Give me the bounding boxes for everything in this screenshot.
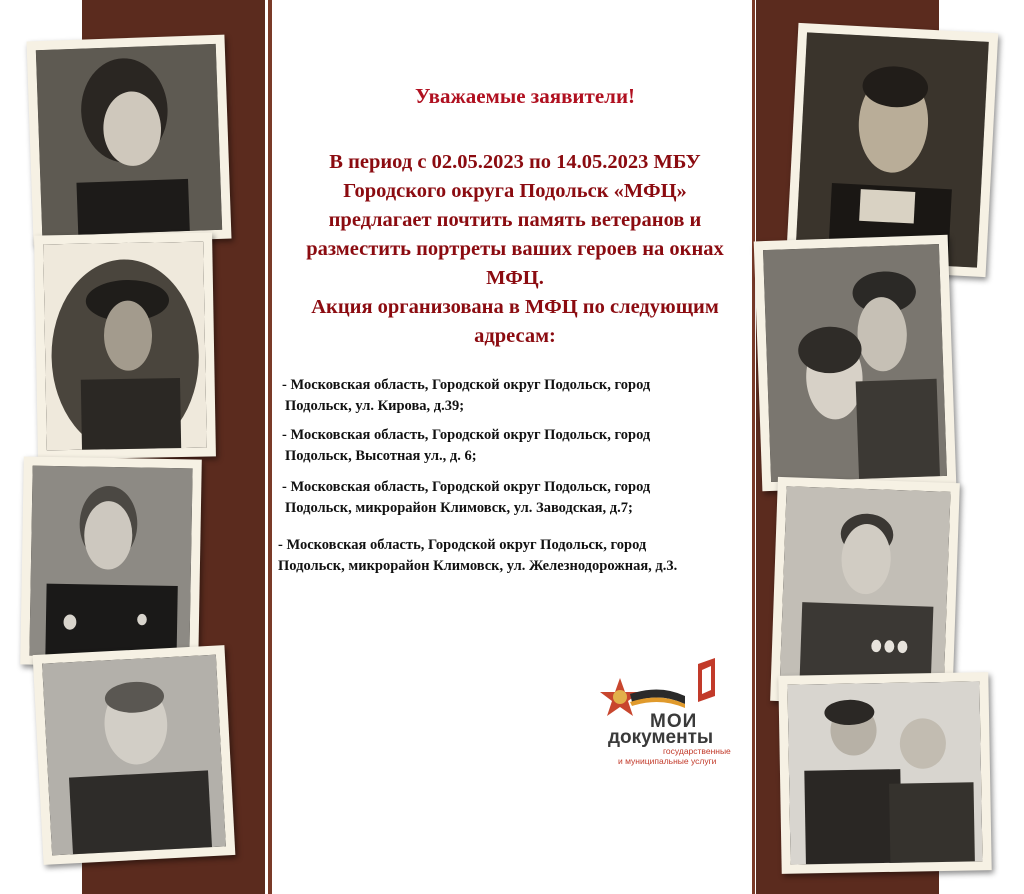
logo-title-line1: МОИ	[650, 711, 698, 732]
address-line: - Московская область, Городской округ Подольск, город	[278, 537, 647, 553]
portrait-photo-two-women	[778, 672, 991, 874]
intro-line: Городского округа Подольск «МФЦ»	[343, 180, 687, 202]
address-line: - Московская область, Городской округ Подольск, город	[282, 427, 651, 443]
intro-text	[280, 148, 750, 351]
address-line: Подольск, Высотная ул., д. 6;	[285, 448, 477, 464]
address-line: - Московская область, Городской округ Подольск, город	[282, 479, 651, 495]
address-line: Подольск, микрорайон Климовск, ул. Железнодорожная, д.3.	[278, 558, 678, 574]
address-item	[278, 535, 677, 577]
portrait-photo-woman	[27, 35, 232, 246]
intro-line: В период с 02.05.2023 по 14.05.2023 МБУ	[329, 151, 701, 173]
intro-line: предлагает почтить память ветеранов и	[328, 209, 702, 231]
address-line: Подольск, микрорайон Климовск, ул. Заводская, д.7;	[285, 500, 633, 516]
intro-line: МФЦ.	[486, 267, 544, 289]
logo-subtitle	[618, 746, 731, 766]
portrait-photo-officer	[20, 456, 202, 667]
portrait-photo-soldier	[33, 645, 236, 865]
mfc-emblem-icon	[698, 658, 715, 702]
address-item	[282, 425, 650, 467]
intro-line: разместить портреты ваших героев на окнах	[306, 238, 724, 260]
address-item	[282, 477, 650, 519]
page-title: Уважаемые заявители!	[414, 84, 636, 108]
st-george-ribbon-icon	[630, 689, 685, 708]
logo-title-line2: документы	[608, 727, 714, 748]
logo-subtitle-line: государственные	[663, 746, 731, 756]
intro-line: Акция организована в МФЦ по следующим	[311, 296, 719, 318]
left-decor-line	[268, 0, 272, 894]
right-decor-line	[752, 0, 755, 894]
address-line: Подольск, ул. Кирова, д.39;	[285, 398, 465, 414]
portrait-photo-couple	[754, 235, 957, 492]
intro-line: адресам:	[474, 325, 556, 347]
logo-subtitle-line: и муниципальные услуги	[618, 756, 717, 766]
portrait-photo-man-cap	[34, 232, 216, 459]
address-line: - Московская область, Городской округ Подольск, город	[282, 377, 651, 393]
address-item	[282, 375, 650, 417]
